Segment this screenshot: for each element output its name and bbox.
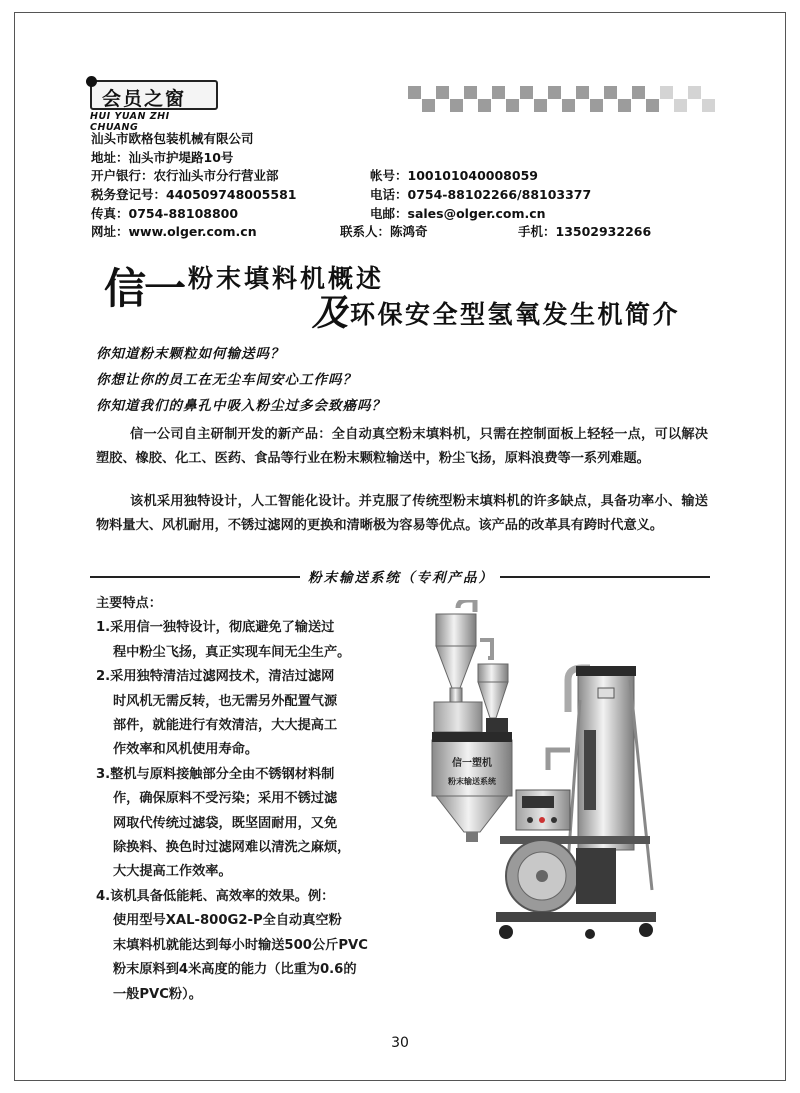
- machine-label-1: 信一塑机: [452, 758, 492, 769]
- feature-line: 除换料、换色时过滤网难以清洗之麻烦，: [113, 840, 351, 856]
- feature-line: 作，确保原料不受污染；采用不锈过滤: [113, 791, 338, 807]
- member-window-logo: [90, 80, 220, 133]
- logo-dot-icon: [86, 76, 97, 87]
- checker-decoration: [408, 86, 714, 112]
- checker-square: [492, 86, 505, 99]
- checker-square: [702, 99, 715, 112]
- question-2: 你想让你的员工在无尘车间安心工作吗？: [96, 372, 357, 388]
- checker-square: [646, 99, 659, 112]
- company-bank: 开户银行：农行汕头市分行营业部: [91, 168, 279, 183]
- question-3: 你知道我们的鼻孔中吸入粉尘过多会致癌吗？: [96, 398, 386, 414]
- feature-line: 末填料机就能达到每小时输送500公斤PVC: [113, 937, 368, 953]
- feature-line: 4.该机具备低能耗、高效率的效果。例：: [96, 888, 335, 904]
- logo-box: [90, 80, 218, 110]
- company-contact: 联系人：陈鸿奇: [340, 224, 428, 239]
- checker-square: [520, 86, 533, 99]
- title-brand: 信一: [104, 264, 185, 313]
- feature-line: 大大提高工作效率。: [113, 864, 232, 880]
- feature-line: 作效率和风机使用寿命。: [113, 742, 259, 758]
- company-fax: 传真：0754-88108800: [91, 206, 239, 221]
- checker-square: [464, 86, 477, 99]
- checker-square: [604, 86, 617, 99]
- features-list: [96, 592, 421, 1007]
- company-phone: 电话：0754-88102266/88103377: [370, 187, 592, 202]
- company-mobile: 手机：13502932266: [518, 224, 652, 239]
- title-line-1: 粉末填料机概述: [188, 264, 385, 293]
- checker-square: [436, 86, 449, 99]
- checker-square: [688, 86, 701, 99]
- feature-line: 粉末原料到4米高度的能力（比重为0.6的: [113, 962, 357, 978]
- checker-square: [674, 99, 687, 112]
- checker-square: [618, 99, 631, 112]
- feature-line: 2.采用独特清洁过滤网技术，清洁过滤网: [96, 669, 335, 685]
- features-heading: 主要特点：: [96, 596, 162, 611]
- checker-square: [562, 99, 575, 112]
- feature-line: 1.采用信一独特设计，彻底避免了输送过: [96, 620, 335, 636]
- powder-conveying-machine-image: [430, 600, 660, 950]
- company-email: 电邮：sales@olger.com.cn: [370, 206, 546, 221]
- checker-square: [534, 99, 547, 112]
- section-rule-right: [500, 576, 710, 578]
- section-rule-left: [90, 576, 300, 578]
- company-tax: 税务登记号：440509748005581: [91, 187, 297, 202]
- feature-line: 3.整机与原料接触部分全由不锈钢材料制: [96, 766, 335, 782]
- title-line-2: 环保安全型氢氧发生机简介: [350, 300, 681, 329]
- intro-paragraph-2: 该机采用独特设计，人工智能化设计。并克服了传统型粉末填料机的许多缺点，具备功率小、输送物料量大、风机耐用，不锈过滤网的更换和清晰极为容易等优点。该产品的改革具有跨时代意义。: [96, 494, 708, 533]
- checker-square: [506, 99, 519, 112]
- company-web: 网址：www.olger.com.cn: [91, 224, 257, 239]
- checker-square: [450, 99, 463, 112]
- page-number: 30: [391, 1035, 409, 1051]
- feature-line: 时风机无需反转，也无需另外配置气源: [113, 693, 338, 709]
- feature-line: 使用型号XAL-800G2-P全自动真空粉: [113, 913, 342, 929]
- company-address: 地址：汕头市护堤路10号: [91, 150, 234, 165]
- checker-square: [660, 86, 673, 99]
- feature-line: 部件，就能进行有效清洁，大大提高工: [113, 718, 338, 734]
- checker-square: [590, 99, 603, 112]
- checker-square: [422, 99, 435, 112]
- company-account: 帐号：100101040008059: [370, 168, 538, 183]
- logo-pinyin-text: HUI YUAN ZHI CHUANG: [90, 111, 170, 133]
- title-and: 及: [312, 292, 349, 334]
- checker-square: [632, 86, 645, 99]
- feature-line: 一般PVC粉）。: [113, 986, 202, 1002]
- question-1: 你知道粉末颗粒如何输送吗？: [96, 346, 285, 362]
- company-name: 汕头市欧格包装机械有限公司: [91, 131, 254, 146]
- checker-square: [408, 86, 421, 99]
- logo-chinese-text: 会员之窗: [102, 88, 187, 110]
- feature-line: 程中粉尘飞扬，真正实现车间无尘生产。: [113, 644, 351, 660]
- section-title: 粉末输送系统（专利产品）: [308, 570, 494, 586]
- checker-square: [478, 99, 491, 112]
- checker-square: [548, 86, 561, 99]
- checker-square: [576, 86, 589, 99]
- feature-line: 网取代传统过滤袋，既坚固耐用，又免: [113, 815, 338, 831]
- intro-paragraph-1: 信一公司自主研制开发的新产品：全自动真空粉末填料机，只需在控制面板上轻轻一点，可以解决塑胶、橡胶、化工、医药、食品等行业在粉末颗粒输送中，粉尘飞扬，原料浪费等一系列难题。: [96, 427, 708, 466]
- machine-label-2: 粉末输送系统: [448, 777, 496, 786]
